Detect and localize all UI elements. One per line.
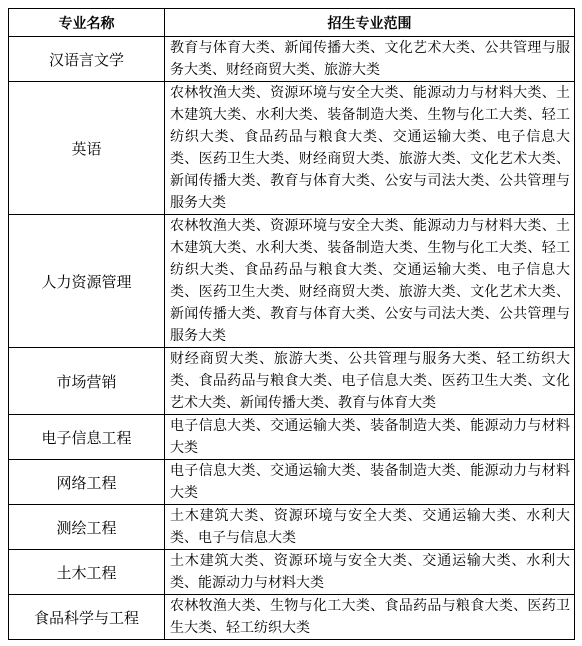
header-scope: 招生专业范围 bbox=[165, 9, 575, 37]
major-name: 食品科学与工程 bbox=[9, 595, 165, 640]
major-name: 汉语言文学 bbox=[9, 37, 165, 82]
table-row bbox=[9, 595, 575, 640]
major-scope: 电子信息大类、交通运输大类、装备制造大类、能源动力与材料大类 bbox=[165, 460, 575, 505]
table-row bbox=[9, 82, 575, 215]
major-scope: 财经商贸大类、旅游大类、公共管理与服务大类、轻工纺织大类、食品药品与粮食大类、电子信息大类、医药卫生大类、文化艺术大类、新闻传播大类、教育与体育大类 bbox=[165, 348, 575, 415]
major-scope: 农林牧渔大类、资源环境与安全大类、能源动力与材料大类、土木建筑大类、水利大类、装备制造大类、生物与化工大类、轻工纺织大类、食品药品与粮食大类、交通运输大类、电子信息大类、医药卫生大类、财经商贸大类、旅游大类、文化艺术大类、新闻传播大类、教育与体育大类、公安与司法大类、公共管理与服务大类 bbox=[165, 215, 575, 348]
table-row bbox=[9, 37, 575, 82]
table-row bbox=[9, 505, 575, 550]
admission-scope-table bbox=[8, 8, 575, 640]
table-row bbox=[9, 550, 575, 595]
table-row bbox=[9, 215, 575, 348]
major-name: 电子信息工程 bbox=[9, 415, 165, 460]
major-scope: 农林牧渔大类、资源环境与安全大类、能源动力与材料大类、土木建筑大类、水利大类、装备制造大类、生物与化工大类、轻工纺织大类、食品药品与粮食大类、交通运输大类、电子信息大类、医药卫生大类、财经商贸大类、旅游大类、文化艺术大类、新闻传播大类、教育与体育大类、公安与司法大类、公共管理与服务大类 bbox=[165, 82, 575, 215]
major-name: 市场营销 bbox=[9, 348, 165, 415]
major-name: 人力资源管理 bbox=[9, 215, 165, 348]
major-name: 测绘工程 bbox=[9, 505, 165, 550]
table-row bbox=[9, 348, 575, 415]
header-row bbox=[9, 9, 575, 37]
major-scope: 电子信息大类、交通运输大类、装备制造大类、能源动力与材料大类 bbox=[165, 415, 575, 460]
table-row bbox=[9, 460, 575, 505]
header-major: 专业名称 bbox=[9, 9, 165, 37]
major-name: 土木工程 bbox=[9, 550, 165, 595]
major-scope: 土木建筑大类、资源环境与安全大类、交通运输大类、水利大类、能源动力与材料大类 bbox=[165, 550, 575, 595]
major-name: 网络工程 bbox=[9, 460, 165, 505]
major-scope: 农林牧渔大类、生物与化工大类、食品药品与粮食大类、医药卫生大类、轻工纺织大类 bbox=[165, 595, 575, 640]
major-scope: 教育与体育大类、新闻传播大类、文化艺术大类、公共管理与服务大类、财经商贸大类、旅游大类 bbox=[165, 37, 575, 82]
table-row bbox=[9, 415, 575, 460]
major-scope: 土木建筑大类、资源环境与安全大类、交通运输大类、水利大类、电子与信息大类 bbox=[165, 505, 575, 550]
major-name: 英语 bbox=[9, 82, 165, 215]
